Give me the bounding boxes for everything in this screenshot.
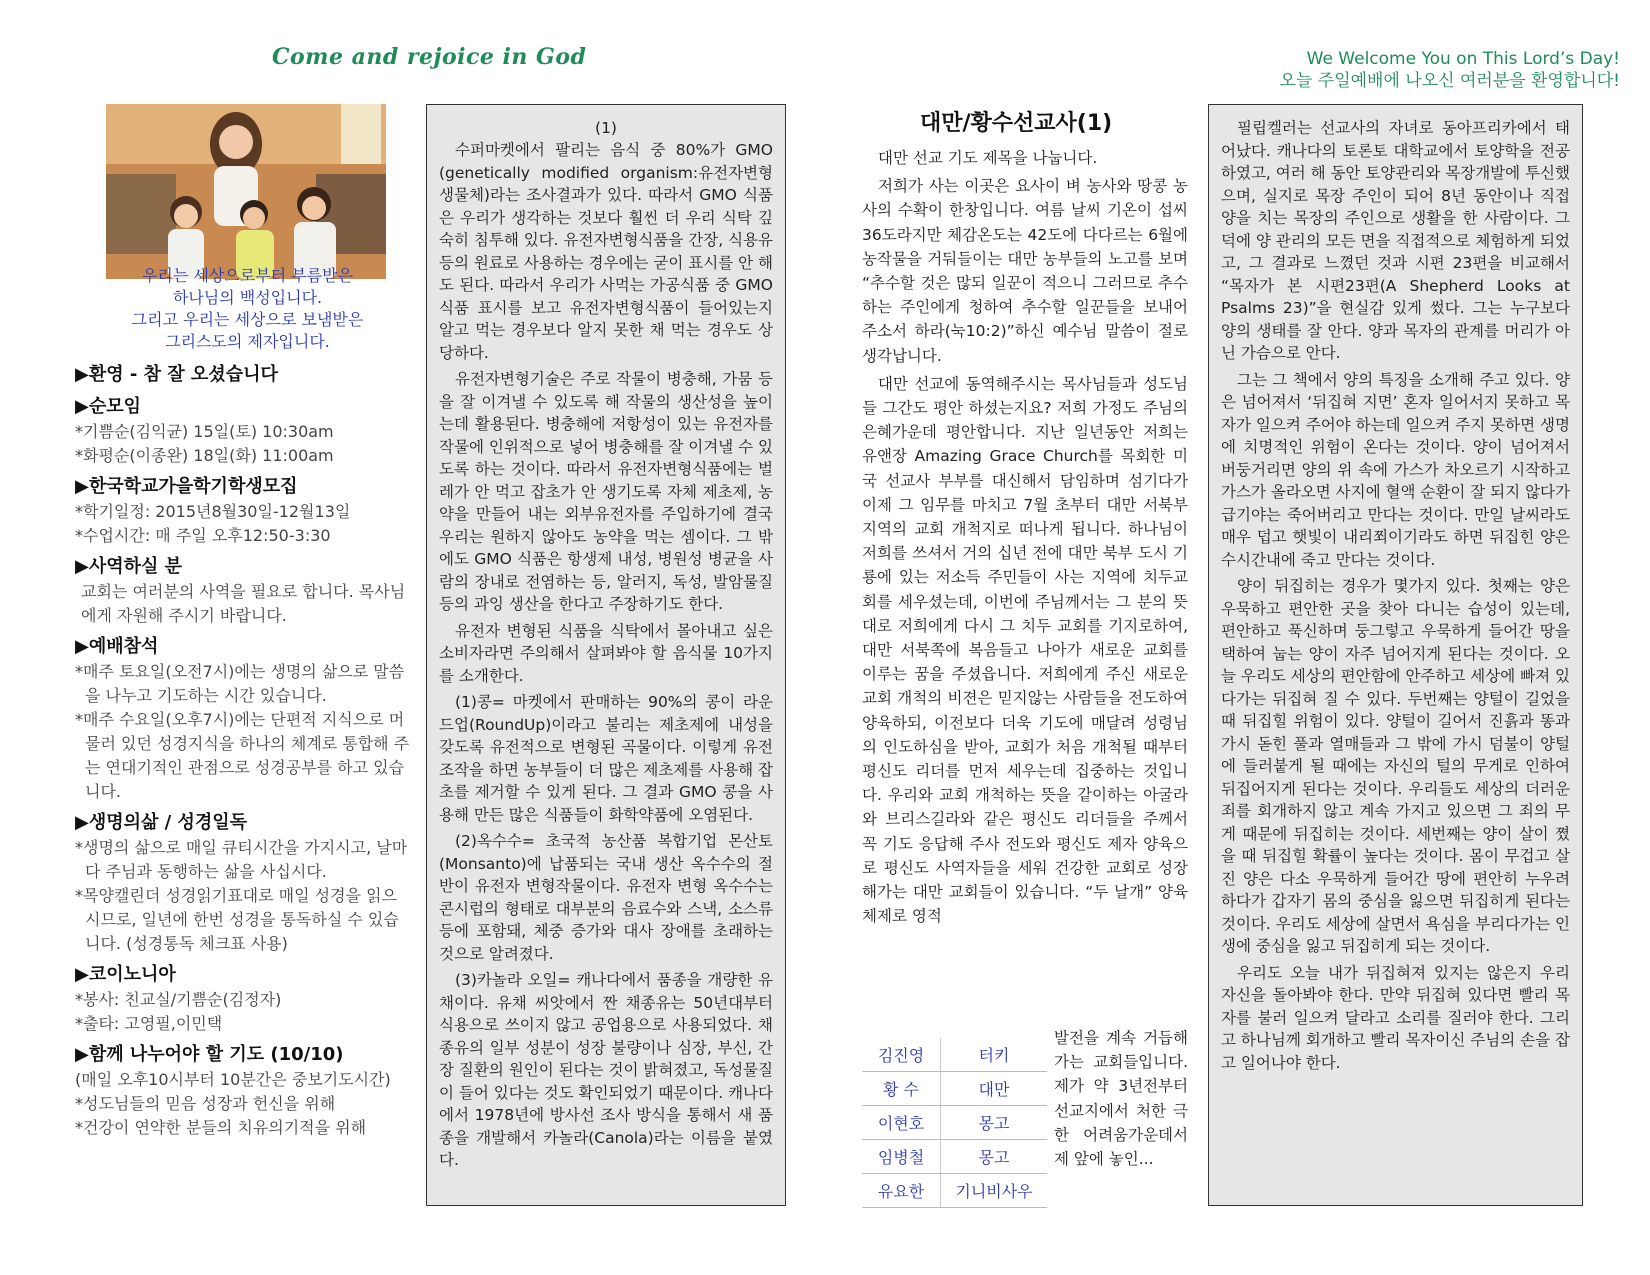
mission-paragraph: 대만 선교 기도 제목을 나눕니다. — [878, 149, 1098, 167]
article-paragraph: (2)옥수수= 초국적 농산품 복합기업 몬산토(Monsanto)에 납품되는 국내 생산 옥수수의 절반이 유전자 변형작물이다. 유전자 변형 옥수수는 콘시럽의 형태로 대부분의 음료수와 스낵, 소스류 등에 포함돼, 체중 증가와 대사 장애를 초래하는 것으로 알려졌다. — [439, 832, 773, 963]
welcome-text — [1280, 48, 1620, 92]
missionary-name: 김진영 — [862, 1038, 941, 1072]
script-title: Come and rejoice in God — [272, 44, 587, 70]
missionary-name: 이현호 — [862, 1106, 941, 1140]
missionary-country: 대만 — [941, 1072, 1048, 1106]
gmo-article-box — [426, 104, 786, 1206]
section-item: *건강이 연약한 분들의 치유의기적을 위해 — [75, 1118, 367, 1137]
section-item: (매일 오후10시부터 10분간은 중보기도시간) — [75, 1070, 391, 1089]
table-row — [862, 1140, 1047, 1174]
mission-paragraph: 대만 선교에 동역해주시는 목사님들과 성도님들 그간도 평안 하셨는지요? 저희 가정도 주님의 은혜가운데 평안합니다. 지난 일년동안 저희는 유앤장 Amazing Grace Church를 목회한 미국 선교사 부부를 대신해서 담임하며 섬기다가 이제 그 임무를 마치고 7월 초부터 대만 서북부 지역의 교회 개척지로 떠나게 됩니다. 하나님이 저희를 쓰셔서 거의 십년 전에 대만 북부 도시 기룡에 있는 저소득 주민들이 사는 지역에 치두교회를 세우셨는데, 이번에 주님께서는 그 분의 뜻대로 저희에게 다시 그 치두 교회를 기지로하여, 대만 서북쪽에 복음들고 나아가 새로운 교회를 이루는 꿈을 주셨읍니다. 저희에게 주신 새로운 교회 개척의 비젼은 믿지않는 사람들을 전도하여 양육하되, 이전보다 더욱 기도에 매달려 성령님의 인도하심을 받아, 교회가 처음 개척될 때부터 평신도 리더를 먼저 세우는데 집중하는 것입니다. 우리와 교회 개척하는 뜻을 같이하는 아굴라와 브리스길라와 같은 평신도 리더들을 주께서 꼭 기도 응답해 주사 전도와 평신도 제자 양육으로 평신도 사역자들을 세워 건강한 교회로 성장해가는 대만 교회들이 있습니다. “두 날개” 양육 체제로 영적 — [862, 374, 1188, 926]
caption-line: 그리스도의 제자입니다. — [165, 332, 330, 351]
missionary-country: 몽고 — [941, 1106, 1048, 1140]
section-heading: ▶함께 나누어야 할 기도 (10/10) — [75, 1044, 344, 1065]
missionary-name: 유요한 — [862, 1174, 941, 1208]
welcome-ko: 오늘 주일예배에 나오신 여러분을 환영합니다! — [1279, 71, 1620, 91]
article-heading: (1) — [595, 119, 617, 137]
table-row — [862, 1072, 1047, 1106]
article-paragraph: (3)카놀라 오일= 캐나다에서 품종을 개량한 유채이다. 유채 씨앗에서 짠 채종유는 50년대부터 식용으로 쓰이지 않고 공업용으로 사용되었다. 채종유의 일부 성분이 성장 불량이나 심장, 부신, 간장 질환의 원인이 된다는 것이 밝혀졌고, 독성물질이 들어 있다는 것도 확인되었기 때문이다. 캐나다에서 1978년에 방사선 조사 방식을 통해서 새 품종을 개발해서 카놀라(Canola)라는 이름을 붙였다. — [439, 971, 773, 1169]
section-item: *생명의 삶으로 매일 큐티시간을 가지시고, 날마다 주님과 동행하는 삶을 사십시다. — [75, 838, 408, 881]
missionary-name: 임병철 — [862, 1140, 941, 1174]
article-paragraph: 필립켈러는 선교사의 자녀로 동아프리카에서 태어났다. 캐나다의 토론토 대학교에서 토양학을 전공하였고, 여러 해 동안 토양관리와 목장개발에 투신했으며, 실지로 목장 주인이 되어 8년 동안이나 직접 양을 치는 목장의 주인으로 생활을 한 사람이다. 그 덕에 양 관리의 모든 면을 직접적으로 체험하게 되었고, 그 결과로 느꼈던 것과 시편 23편을 비교해서 “목자가 본 시편23편(A Shepherd Looks at Psalms 23)”을 현실감 있게 썼다. 그는 누구보다 양의 생태를 잘 안다. 양과 목자의 관계를 머리가 아닌 가슴으로 안다. — [1221, 119, 1570, 362]
article-paragraph: 유전자 변형된 식품을 식탁에서 몰아내고 싶은 소비자라면 주의해서 살펴봐야 할 음식물 10가지를 소개한다. — [439, 621, 773, 685]
article-paragraph: 양이 뒤집히는 경우가 몇가지 있다. 첫째는 양은 우묵하고 편안한 곳을 찾아 다니는 습성이 있는데, 편안하고 푹신하며 둥그렇고 우묵하게 들어간 땅을 택하여 눕는 양이 자주 넘어지게 된다는 것이다. 오늘 우리도 세상의 편안함에 안주하고 세상에 빠져 있다가는 뒤집혀 질 수 있다. 두번째는 양털이 길었을 때 뒤집힐 위험이 있다. 양털이 길어서 진흙과 똥과 가시 돋힌 풀과 열매들과 그 밖에 가시 덤불이 양털에 들러붙게 될 때에는 자신의 털의 무게로 인하여 뒤집어지게 된다는 것이다. 우리들도 세상의 더러운 죄를 회개하지 않고 계속 가지고 있으면 그 죄의 무게 때문에 뒤집히는 것이다. 세번째는 양이 살이 쪘을 때 뒤집힐 확률이 높다는 것이다. 몸이 무겁고 살진 양은 다소 우묵하게 들어간 땅에 편안히 누우려 하다가 갑자기 몸의 중심을 잃으면 뒤집히게 된다는 것이다. 우리도 세상에 살면서 욕심을 부리다가는 인생에 중심을 잃고 뒤집히게 되는 것이다. — [1221, 577, 1570, 955]
article-paragraph: 우리도 오늘 내가 뒤집혀져 있지는 않은지 우리 자신을 돌아봐야 한다. 만약 뒤집혀 있다면 빨리 목자를 불러 일으켜 달라고 소리를 질러야 한다. 그리고 하나님께 회개하고 빨리 목자이신 주님의 손을 잡고 일어나야 한다. — [1221, 963, 1570, 1072]
section-item: *출타: 고영필,이민택 — [75, 1014, 223, 1033]
section-heading: ▶예배참석 — [75, 636, 159, 657]
section-heading: ▶순모임 — [75, 396, 142, 417]
article-paragraph: 유전자변형기술은 주로 작물이 병충해, 가뭄 등을 잘 이겨낼 수 있도록 해 작물의 생산성을 높이는데 활용된다. 병충해에 저항성이 있는 유전자를 작물에 인위적으로 넣어 병충해를 잘 이겨낼 수 있도록 하는 것이다. 따라서 유전자변형식품에는 벌레가 안 먹고 잡초가 안 생기도록 자체 제초제, 농약을 만들어 내는 외부유전자를 주입하기에 결국 우리는 원하지 않아도 농약을 먹는 셈이다. 그 밖에도 GMO 식품은 항생제 내성, 병원성 병균을 사람의 장내로 전염하는 등, 알러지, 독성, 발암물질등의 과잉 생산을 한다고 주장하기도 한다. — [439, 370, 773, 613]
mission-letter — [862, 146, 1188, 933]
article-paragraph: 수퍼마켓에서 팔리는 음식 중 80%가 GMO (genetically modified organism:유전자변형생물체)라는 조사결과가 있다. 따라서 GMO 식품은 우리가 생각하는 것보다 훨씬 더 우리 식탁 깊숙히 침투해 있다. 유전자변형식품을 간장, 식용유 등의 원료로 사용하는 경우에는 굳이 표시를 안 해도 된다. 따라서 우리가 사먹는 가공식품 중 GMO식품 표시를 보고 유전자변형식품이 들어있는지 알고 먹는 경우보다 알지 못한 채 먹는 경우도 상당하다. — [439, 141, 773, 362]
section-item: *기쁨순(김익균) 15일(토) 10:30am — [75, 422, 334, 441]
photo-caption — [100, 265, 395, 353]
missionary-table — [862, 1038, 1047, 1208]
caption-line: 하나님의 백성입니다. — [172, 288, 323, 307]
section-heading: ▶사역하실 분 — [75, 556, 183, 577]
missionary-country: 몽고 — [941, 1140, 1048, 1174]
announcements — [75, 362, 410, 1140]
caption-line: 우리는 세상으로부터 부름받은 — [141, 266, 354, 285]
mission-tail-text: 발전을 계속 거듭해가는 교회들입니다. 제가 약 3년전부터 선교지에서 처한 극한 어려움가운데서 제 앞에 놓인... — [1054, 1029, 1188, 1169]
table-row — [862, 1174, 1047, 1208]
section-item: *학기일정: 2015년8월30일-12월13일 — [75, 502, 351, 521]
section-heading: ▶환영 - 참 잘 오셨습니다 — [75, 364, 278, 385]
missionary-name: 황 수 — [862, 1072, 941, 1106]
article-paragraph: (1)콩= 마켓에서 판매하는 90%의 콩이 라운드업(RoundUp)이라고 불리는 제초제에 내성을 갖도록 유전적으로 변형된 곡물이다. 이렇게 유전조작을 하면 농부들이 더 많은 제초제를 사용해 잡초를 제거할 수 있게 된다. 그 결과 GMO 콩을 사용해 만든 많은 식품들이 화학약품에 오염된다. — [439, 693, 773, 824]
section-item: *매주 수요일(오후7시)에는 단편적 지식으로 머물러 있던 성경지식을 하나의 체계로 통합해 주는 연대기적인 관점으로 성경공부를 하고 있습니다. — [75, 710, 410, 801]
mission-paragraph: 저희가 사는 이곳은 요사이 벼 농사와 땅콩 농사의 수확이 한창입니다. 여름 날씨 기온이 섭씨 36도라지만 체감온도는 42도에 다다르는 6월에 농작물을 거둬들이는 대만 농부들의 노고를 보며 “추수할 것은 많되 일꾼이 적으니 그러므로 추수하는 주인에게 청하여 추수할 일꾼들을 보내어 주소서 하라(눅10:2)”하신 예수님 말씀이 절로 생각납니다. — [862, 177, 1188, 365]
article-paragraph: 그는 그 책에서 양의 특징을 소개해 주고 있다. 양은 넘어져서 ‘뒤집혀 지면’ 혼자 일어서지 못하고 목자가 일으켜 주어야 하는데 일으켜 주지 못하면 생명에 치명적인 위험이 온다는 것이다. 양이 넘어져서 버둥거리면 양의 위 속에 가스가 차오르기 시작하고 가스가 올라오면 사지에 혈액 순환이 잘 되지 않다가 급기야는 죽어버리고 만다는 것이다. 만일 날씨라도 매우 덥고 햇빛이 내리쬐이기라도 하면 뒤집힌 양은 수시간내에 죽고 만다는 것이다. — [1221, 370, 1570, 569]
missionary-country: 터키 — [941, 1038, 1048, 1072]
family-photo — [106, 104, 386, 279]
section-item: *봉사: 친교실/기쁨순(김정자) — [75, 990, 282, 1009]
shepherd-article-box — [1208, 104, 1583, 1206]
section-item: *매주 토요일(오전7시)에는 생명의 삶으로 말씀을 나누고 기도하는 시간 있습니다. — [75, 662, 405, 705]
caption-line: 그리고 우리는 세상으로 보냄받은 — [131, 310, 364, 329]
mission-title: 대만/황수선교사(1) — [920, 111, 1113, 136]
section-item: *목양캘린더 성경읽기표대로 매일 성경을 읽으시므로, 일년에 한번 성경을 통독하실 수 있습니다. (성경통독 체크표 사용) — [75, 886, 399, 953]
section-item: *화평순(이종완) 18일(화) 11:00am — [75, 446, 334, 465]
section-heading: ▶코이노니아 — [75, 964, 176, 985]
section-text: 교회는 여러분의 사역을 필요로 합니다. 목사님에게 자원해 주시기 바랍니다. — [81, 582, 406, 625]
section-item: *성도님들의 믿음 성장과 헌신을 위해 — [75, 1094, 336, 1113]
missionary-country: 기니비사우 — [941, 1174, 1048, 1208]
section-heading: ▶한국학교가을학기학생모집 — [75, 476, 298, 497]
welcome-en: We Welcome You on This Lord’s Day! — [1306, 49, 1620, 69]
section-heading: ▶생명의삶 / 성경일독 — [75, 812, 248, 833]
table-row — [862, 1106, 1047, 1140]
section-item: *수업시간: 매 주일 오후12:50-3:30 — [75, 526, 331, 545]
table-row — [862, 1038, 1047, 1072]
